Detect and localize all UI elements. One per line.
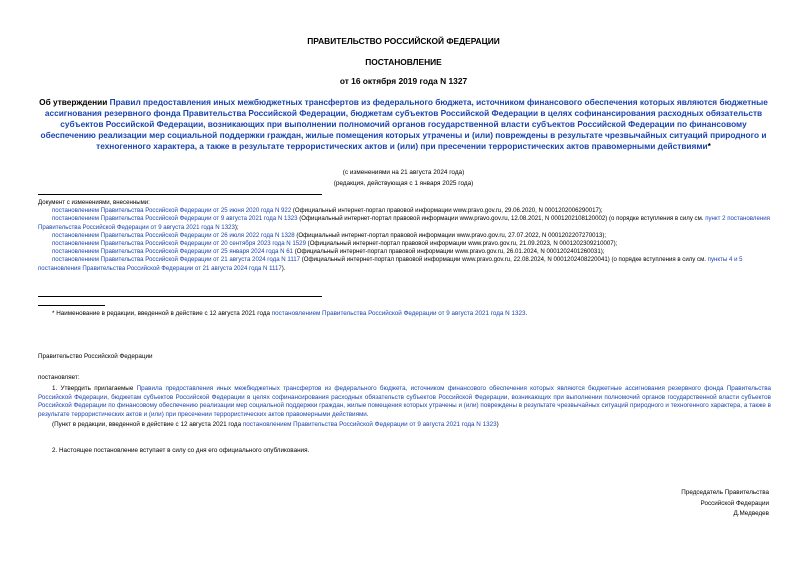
change-item: постановлением Правительства Российской Федерации от 20 сентября 2023 года N 1529 (Официальный интернет-портал правовой информации www.pravo.gov.ru, 21.09.2023, N 0001202309210007); <box>52 240 618 248</box>
change-link[interactable]: постановлением Правительства Российской Федерации от 26 июля 2022 года N 1328 <box>52 231 295 239</box>
paragraph-1-note-link[interactable]: постановлением Правительства Российской Федерации от 9 августа 2021 года N 1323 <box>242 421 497 429</box>
changes-note: (с изменениями на 21 августа 2024 года) <box>342 169 465 176</box>
title-suffix: * <box>707 141 711 152</box>
footnote-divider <box>38 305 105 306</box>
signature-block <box>681 488 769 520</box>
changes-intro: Документ с изменениями, внесенными: <box>38 199 150 206</box>
change-link-order[interactable]: пункты 4 и 5 постановления Правительства Российской Федерации от 21 августа 2024 года N 1117 <box>38 256 743 272</box>
signature-name: Д.Медведев <box>733 510 769 517</box>
document-title <box>36 97 771 152</box>
signature-country: Российской Федерации <box>700 499 769 507</box>
paragraph-1: 1. Утвердить прилагаемые Правила предоставления иных межбюджетных трансфертов из федерального бюджета, источником финансового обеспечения которых являются бюджетные ассигнования резервного фонда Правительства Российской Федерации, бюджетам субъектов Российской Федерации в целях софинансирования расходных обязательств субъектов Российской Федерации, возникающих при выполнении полномочий органов государственной власти субъектов Российской Федерации по финансовому обеспечению реализации мер социальной поддержки граждан, жилые помещения которых утрачены и (или) повреждены в результате чрезвычайных ситуаций природного и техногенного характера, а также в результате террористических актов и (или) при пресечении террористических актов правомерными действиями. (Пункт в редакции, введенной в действие с 12 августа 2021 года постановлением Правительства Российской Федерации от 9 августа 2021 года N 1323) <box>38 385 771 429</box>
footnote-link[interactable]: постановлением Правительства Российской Федерации от 9 августа 2021 года N 1323 <box>271 310 526 317</box>
title-prefix: Об утверждении <box>39 97 110 107</box>
change-item: постановлением Правительства Российской Федерации от 9 августа 2021 года N 1323 (Официальный интернет-портал правовой информации www.pravo.gov.ru, 12.08.2021, N 0001202108120002) (о порядке вступления в силу см. пункт 2 постановления Правительства Российской Федерации от 9 августа 2021 года N 1323); <box>38 215 770 231</box>
change-link[interactable]: постановлением Правительства Российской Федерации от 9 августа 2021 года N 1323 <box>52 215 298 223</box>
change-item: постановлением Правительства Российской Федерации от 25 июня 2020 года N 922 (Официальный интернет-портал правовой информации www.pravo.gov.ru, 29.06.2020, N 0001202006290017); <box>52 207 603 215</box>
date-number-heading: от 16 октября 2019 года N 1327 <box>339 76 468 86</box>
changes-list <box>38 199 771 273</box>
divider-top <box>38 194 322 195</box>
change-link[interactable]: постановлением Правительства Российской Федерации от 25 января 2024 года N 61 <box>52 248 294 256</box>
divider-bottom <box>38 296 322 297</box>
change-item: постановлением Правительства Российской Федерации от 25 января 2024 года N 61 (Официальный интернет-портал правовой информации www.pravo.gov.ru, 26.01.2024, N 0001202401260031); <box>52 248 605 256</box>
change-item: постановлением Правительства Российской Федерации от 21 августа 2024 года N 1117 (Официальный интернет-портал правовой информации www.pravo.gov.ru, 22.08.2024, N 0001202408220041) (о порядке вступления в силу см. пункты 4 и 5 постановления Правительства Российской Федерации от 21 августа 2024 года N 1117). <box>38 256 743 272</box>
change-link[interactable]: постановлением Правительства Российской Федерации от 21 августа 2024 года N 1117 <box>52 256 301 264</box>
government-heading: ПРАВИТЕЛЬСТВО РОССИЙСКОЙ ФЕДЕРАЦИИ <box>307 36 500 46</box>
rules-link[interactable]: Правила предоставления иных межбюджетных трансфертов из федерального бюджета, источником финансового обеспечения которых являются бюджетные ассигнования резервного фонда Правительства Российской Федерации, бюджетам субъектов Российской Федерации в целях софинансирования расходных обязательств субъектов Российской Федерации, возникающих при выполнении полномочий органов государственной власти субъектов Российской Федерации по финансовому обеспечению реализации мер социальной поддержки граждан, жилые помещения которых утрачены и (или) повреждены в результате чрезвычайных ситуаций природного и техногенного характера, а также в результате террористических актов и (или) при пресечении террористических актов правомерными действиями <box>38 385 771 418</box>
change-link[interactable]: постановлением Правительства Российской Федерации от 25 июня 2020 года N 922 <box>52 207 292 215</box>
title-rules-link[interactable]: Правил предоставления иных межбюджетных трансфертов из федерального бюджета, источником финансового обеспечения которых являются бюджетные ассигнования резервного фонда Правительства Российской Федерации, бюджетам субъектов Российской Федерации в целях софинансирования расходных обязательств субъектов Российской Федерации, возникающих при выполнении полномочий органов государственной власти субъектов Российской Федерации по финансовому обеспечению реализации мер социальной поддержки граждан, жилые помещения которых утрачены и (или) повреждены в результате чрезвычайных ситуаций природного и техногенного характера, а также в результате террористических актов и (или) при пресечении террористических актов правомерными действиями <box>40 97 768 152</box>
paragraph-2: 2. Настоящее постановление вступает в силу со дня его официального опубликования. <box>52 447 310 454</box>
edition-note: (редакция, действующая с 1 января 2025 года) <box>333 180 474 187</box>
change-item: постановлением Правительства Российской Федерации от 26 июля 2022 года N 1328 (Официальный интернет-портал правовой информации www.pravo.gov.ru, 27.07.2022, N 0001202207270013); <box>52 231 607 239</box>
doc-type-heading: ПОСТАНОВЛЕНИЕ <box>365 57 442 67</box>
body-decrees: постановляет: <box>38 374 80 381</box>
change-link-order[interactable]: пункт 2 постановления Правительства Российской Федерации от 9 августа 2021 года N 1323 <box>38 215 770 231</box>
body-government: Правительство Российской Федерации <box>38 353 153 360</box>
footnote: * Наименование в редакции, введенной в действие с 12 августа 2021 года постановлением Правительства Российской Федерации от 9 августа 2021 года N 1323. <box>52 310 528 317</box>
change-link[interactable]: постановлением Правительства Российской Федерации от 20 сентября 2023 года N 1529 <box>52 240 306 248</box>
signature-position: Председатель Правительства <box>681 489 769 496</box>
paragraph-1-note: (Пункт в редакции, введенной в действие с 12 августа 2021 года постановлением Правительства Российской Федерации от 9 августа 2021 года N 1323) <box>52 421 499 429</box>
